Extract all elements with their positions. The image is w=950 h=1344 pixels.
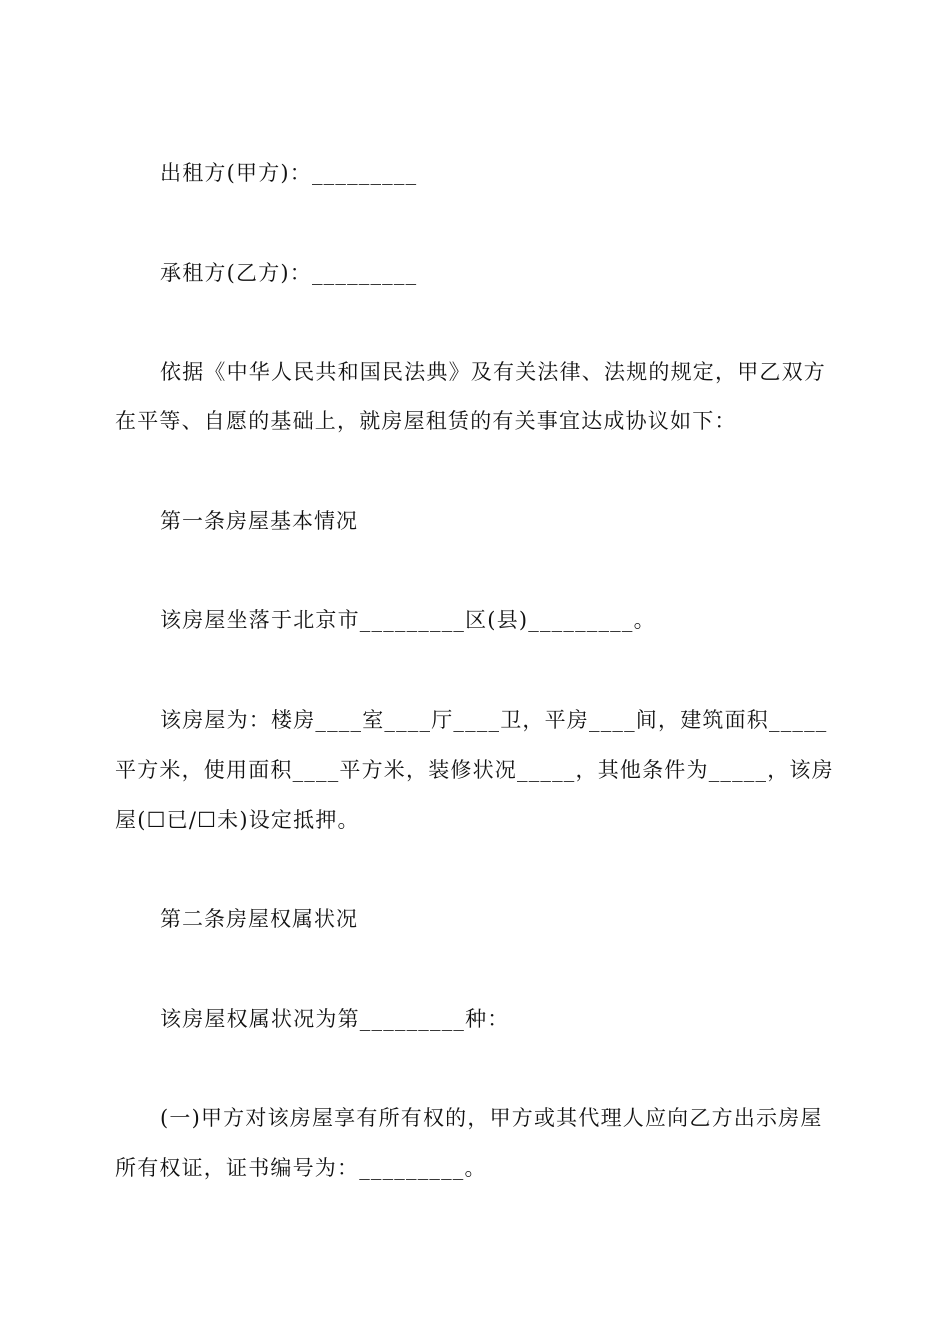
article-2-status: 该房屋权属状况为第_________种： — [160, 1007, 510, 1031]
article-2-title: 第二条房屋权属状况 — [160, 907, 358, 931]
lessee-line: 承租方(乙方)：_________ — [160, 261, 418, 285]
article-1-details-line-3: 屋(☐已/☐未)设定抵押。 — [115, 808, 360, 832]
article-1-location: 该房屋坐落于北京市_________区(县)_________。 — [160, 608, 656, 632]
article-2-option-1-line-2: 所有权证，证书编号为：_________。 — [115, 1156, 487, 1180]
article-1-details-line-1: 该房屋为：楼房____室____厅____卫，平房____间，建筑面积_____ — [160, 708, 828, 732]
preamble-line-1: 依据《中华人民共和国民法典》及有关法律、法规的规定，甲乙双方 — [160, 360, 826, 384]
article-1-title: 第一条房屋基本情况 — [160, 509, 358, 533]
article-1-details-line-2: 平方米，使用面积____平方米，装修状况_____，其他条件为_____，该房 — [115, 758, 834, 782]
lessor-line: 出租方(甲方)：_________ — [160, 161, 418, 185]
article-2-option-1-line-1: (一)甲方对该房屋享有所有权的，甲方或其代理人应向乙方出示房屋 — [160, 1106, 823, 1130]
preamble-line-2: 在平等、自愿的基础上，就房屋租赁的有关事宜达成协议如下： — [115, 409, 737, 433]
